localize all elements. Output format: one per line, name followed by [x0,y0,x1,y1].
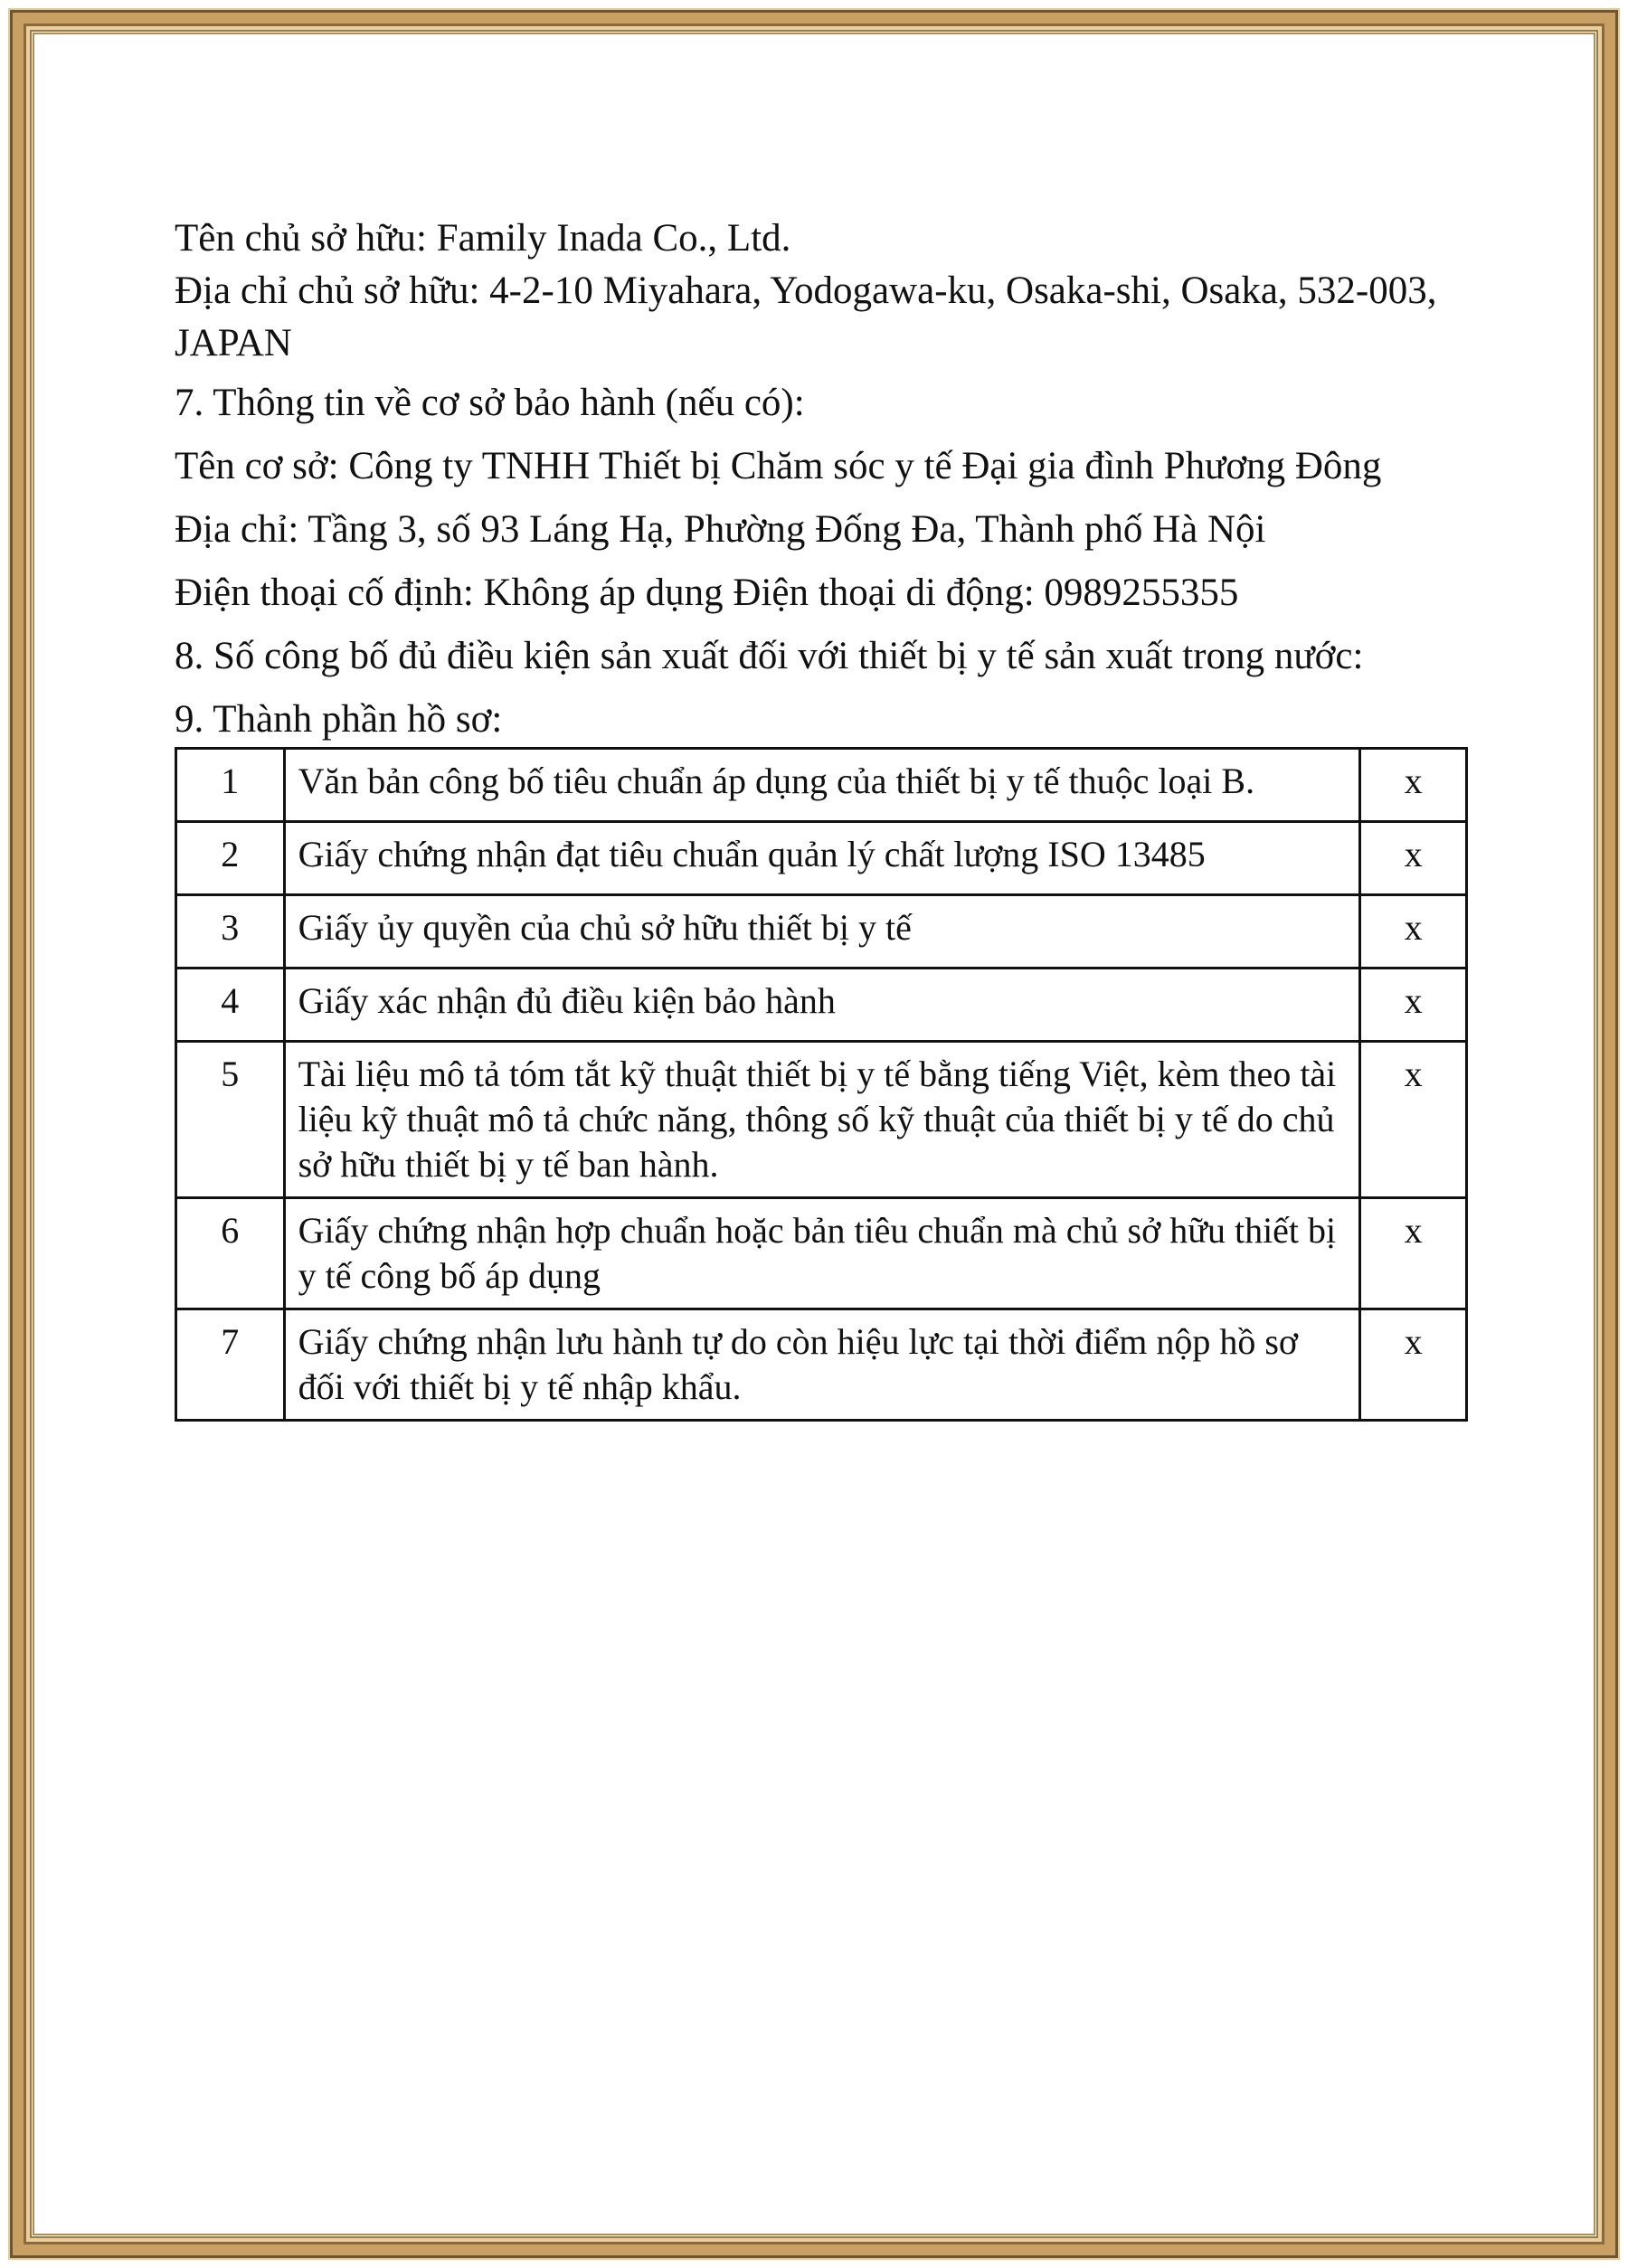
documents-table [175,747,1468,1422]
table-row [176,1198,1467,1309]
row-check-mark: x [1360,969,1467,1042]
owner-address: Địa chỉ chủ sở hữu: 4-2-10 Miyahara, Yodogawa-ku, Osaka-shi, Osaka, 532-003, JAPAN [175,269,1437,364]
row-check-mark: x [1360,1198,1467,1309]
row-description: Giấy chứng nhận hợp chuẩn hoặc bản tiêu chuẩn mà chủ sở hữu thiết bị y tế công bố áp dụng [284,1198,1360,1309]
document-body [175,213,1468,746]
row-check-mark: x [1360,895,1467,969]
warranty-phone: Điện thoại cố định: Không áp dụng Điện thoại di động: 0989255355 [175,572,1239,614]
warranty-address: Địa chỉ: Tầng 3, số 93 Láng Hạ, Phường Đống Đa, Thành phố Hà Nội [175,508,1266,551]
row-check-mark: x [1360,1042,1467,1198]
warranty-name: Tên cơ sở: Công ty TNHH Thiết bị Chăm sóc y tế Đại gia đình Phương Đông [175,445,1382,487]
warranty-heading: 7. Thông tin về cơ sở bảo hành (nếu có): [175,382,805,424]
table-row [176,1042,1467,1198]
row-description: Giấy ủy quyền của chủ sở hữu thiết bị y tế [284,895,1360,969]
owner-name: Tên chủ sở hữu: Family Inada Co., Ltd. [175,217,791,260]
row-number: 5 [176,1042,285,1198]
section9-heading: 9. Thành phần hồ sơ: [175,698,503,741]
row-number: 3 [176,895,285,969]
row-check-mark: x [1360,749,1467,822]
row-description: Giấy chứng nhận đạt tiêu chuẩn quản lý chất lượng ISO 13485 [284,822,1360,895]
row-description: Tài liệu mô tả tóm tắt kỹ thuật thiết bị y tế bằng tiếng Việt, kèm theo tài liệu kỹ thuật mô tả chức năng, thông số kỹ thuật của thiết bị y tế do chủ sở hữu thiết bị y tế ban hành. [284,1042,1360,1198]
row-number: 7 [176,1309,285,1421]
row-check-mark: x [1360,1309,1467,1421]
table-row [176,895,1467,969]
row-description: Văn bản công bố tiêu chuẩn áp dụng của thiết bị y tế thuộc loại B. [284,749,1360,822]
row-number: 2 [176,822,285,895]
row-number: 6 [176,1198,285,1309]
row-check-mark: x [1360,822,1467,895]
row-description: Giấy xác nhận đủ điều kiện bảo hành [284,969,1360,1042]
section8-heading: 8. Số công bố đủ điều kiện sản xuất đối với thiết bị y tế sản xuất trong nước: [175,635,1364,677]
row-description: Giấy chứng nhận lưu hành tự do còn hiệu lực tại thời điểm nộp hồ sơ đối với thiết bị y tế nhập khẩu. [284,1309,1360,1421]
table-row [176,1309,1467,1421]
table-row [176,822,1467,895]
table-row [176,969,1467,1042]
row-number: 4 [176,969,285,1042]
row-number: 1 [176,749,285,822]
table-row [176,749,1467,822]
